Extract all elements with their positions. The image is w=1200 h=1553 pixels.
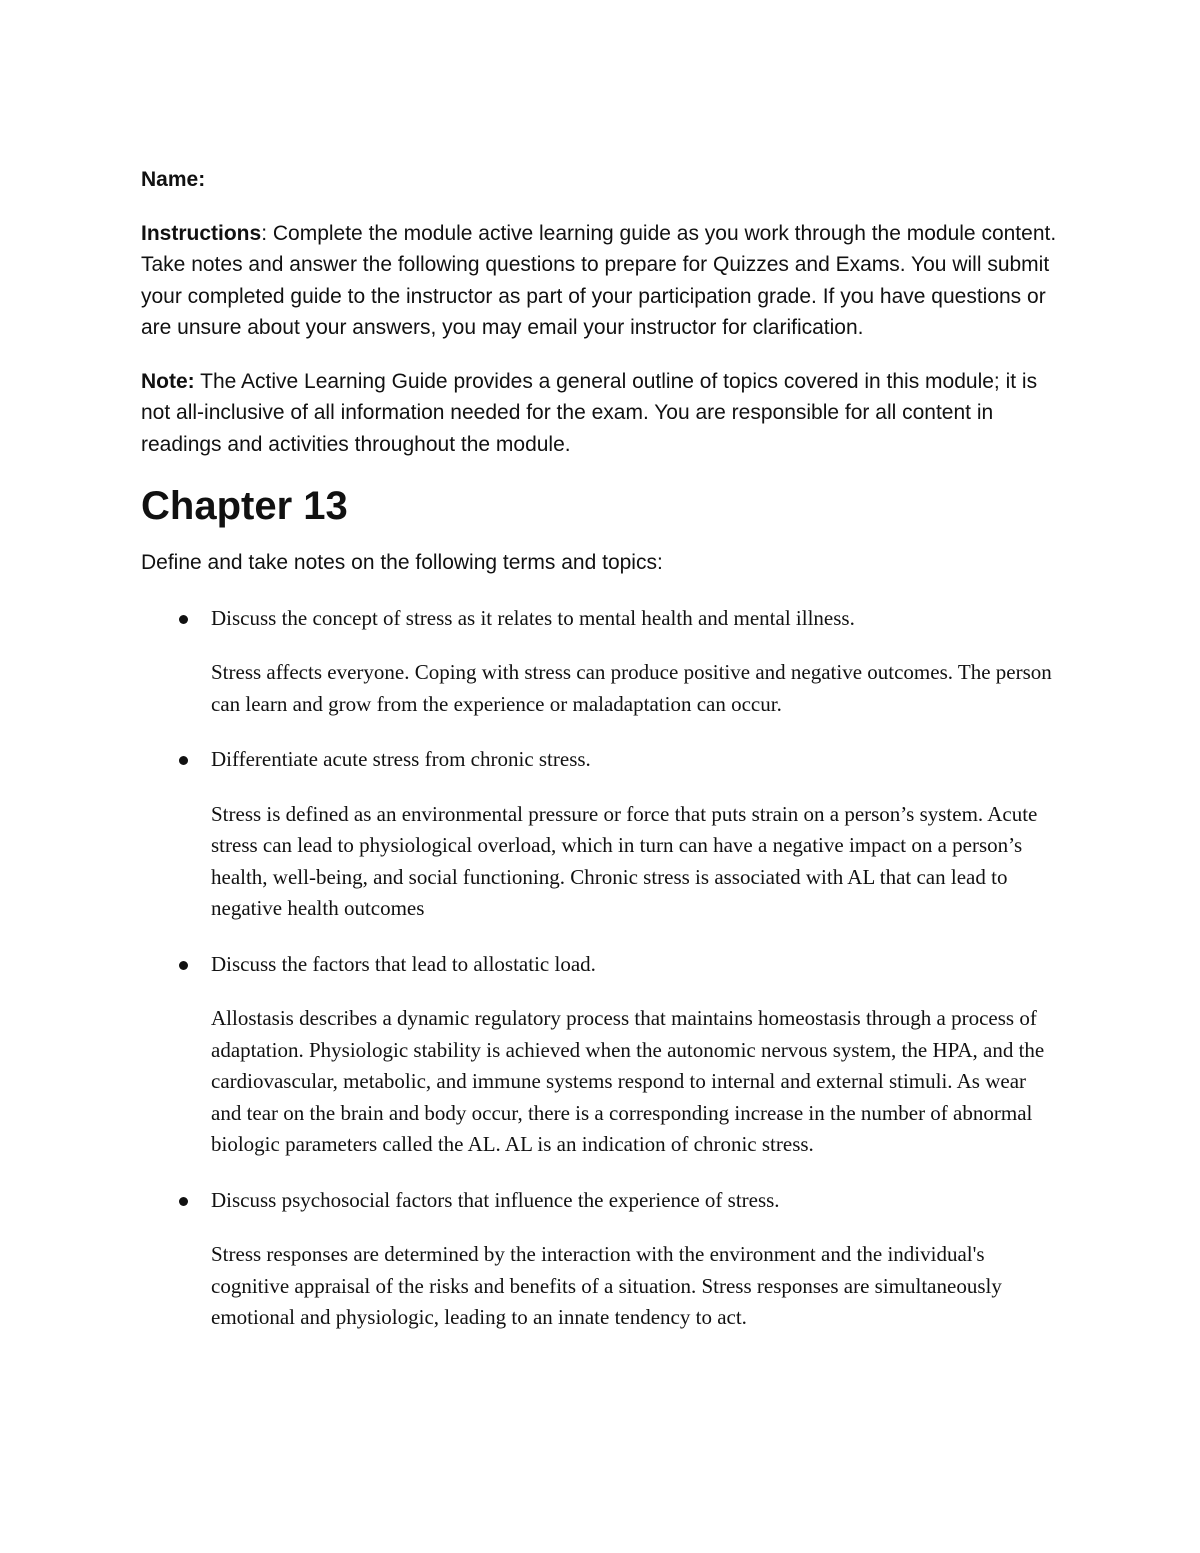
- bullet-icon: [179, 1197, 188, 1206]
- topic-item: [141, 603, 1061, 721]
- topic-list: [141, 603, 1061, 1334]
- bullet-icon: [179, 961, 188, 970]
- topic-answer: Stress responses are determined by the interaction with the environment and the individual's cognitive appraisal of the risks and benefits of a situation. Stress responses are simultaneously emotional and physiologic, leading to an innate tendency to act.: [211, 1242, 1002, 1329]
- topic-item: [141, 1185, 1061, 1334]
- instructions-text: : Complete the module active learning guide as you work through the module content. Take notes and answer the following questions to prepare for Quizzes and Exams. You will submit your completed guide to the instructor as part of your participation grade. If you have questions or are unsure about your answers, you may email your instructor for clarification.: [141, 221, 1057, 339]
- note-text: The Active Learning Guide provides a general outline of topics covered in this module; it is not all-inclusive of all information needed for the exam. You are responsible for all content in readings and activities throughout the module.: [141, 369, 1038, 456]
- name-field-line: [141, 164, 1061, 196]
- instructions-paragraph: [141, 218, 1061, 344]
- name-label: Name:: [141, 168, 206, 191]
- topic-answer: Allostasis describes a dynamic regulatory process that maintains homeostasis through a process of adaptation. Physiologic stability is achieved when the autonomic nervous system, the HPA, and the cardiovascular, metabolic, and immune systems respond to internal and external stimuli. As wear and tear on the brain and body occur, there is a corresponding increase in the number of abnormal biologic parameters called the AL. AL is an indication of chronic stress.: [211, 1006, 1045, 1156]
- topic-item: [141, 949, 1061, 1161]
- note-label: Note:: [141, 369, 195, 393]
- topic-answer: Stress affects everyone. Coping with stress can produce positive and negative outcomes. The person can learn and grow from the experience or maladaptation can occur.: [211, 660, 1052, 716]
- document-page: [141, 164, 1061, 1358]
- note-paragraph: [141, 366, 1061, 461]
- topic-question: Discuss the concept of stress as it relates to mental health and mental illness.: [211, 605, 855, 630]
- bullet-icon: [179, 756, 188, 765]
- chapter-intro: Define and take notes on the following terms and topics:: [141, 551, 663, 574]
- topic-answer: Stress is defined as an environmental pressure or force that puts strain on a person’s system. Acute stress can lead to physiological overload, which in turn can have a negative impact on a person’s health, well-being, and social functioning. Chronic stress is associated with AL that can lead to negative health outcomes: [211, 801, 1038, 920]
- topic-question: Discuss the factors that lead to allostatic load.: [211, 951, 596, 976]
- bullet-icon: [179, 615, 188, 624]
- instructions-label: Instructions: [141, 221, 262, 245]
- topic-item: [141, 744, 1061, 925]
- topic-question: Differentiate acute stress from chronic stress.: [211, 747, 591, 771]
- topic-question: Discuss psychosocial factors that influence the experience of stress.: [211, 1187, 780, 1212]
- chapter-title: Chapter 13: [141, 484, 348, 528]
